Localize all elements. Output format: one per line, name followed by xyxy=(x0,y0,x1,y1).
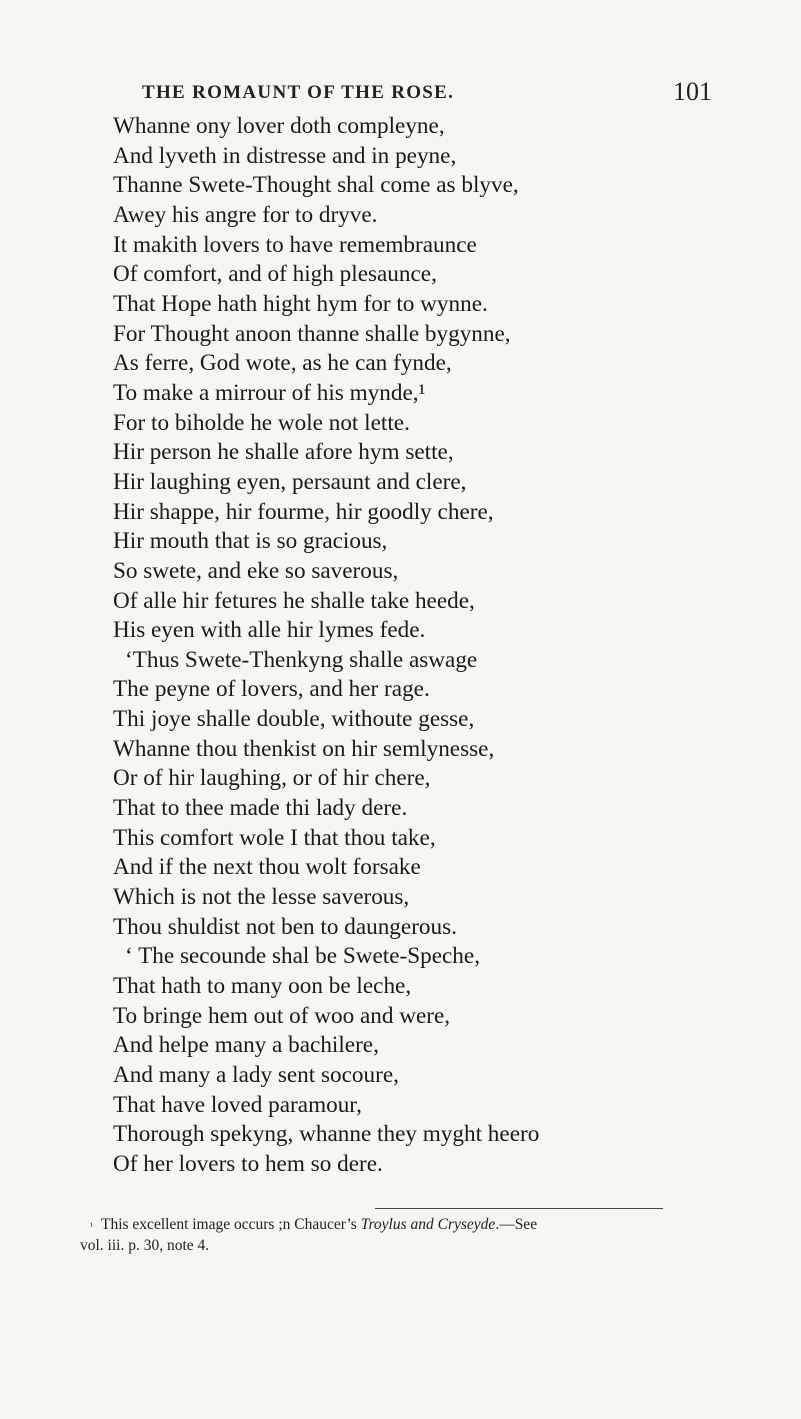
poem-line: Hir person he shalle afore hym sette, xyxy=(113,439,454,466)
poem-line: Thanne Swete-Thought shal come as blyve, xyxy=(113,172,519,199)
poem-line: And if the next thou wolt forsake xyxy=(113,854,421,881)
page-number: 101 xyxy=(673,77,712,106)
poem-line: Hir shappe, hir fourme, hir goodly chere, xyxy=(113,498,494,525)
footnote-see-reference: .—See xyxy=(495,1216,538,1233)
poem-line: This comfort wole I that thou take, xyxy=(113,824,436,851)
footnote-title-cryseyde: Cryseyde xyxy=(437,1216,496,1233)
poem-line: The peyne of lovers, and her rage. xyxy=(113,676,430,703)
poem-line: Whanne thou thenkist on hir semlynesse, xyxy=(113,735,495,762)
poem-line: Hir mouth that is so gracious, xyxy=(113,528,388,555)
poem-line: Whanne ony lover doth compleyne, xyxy=(113,113,445,139)
poem-line: That to thee made thi lady dere. xyxy=(113,795,408,822)
poem-line: Of comfort, and of high plesaunce, xyxy=(113,261,437,288)
poem-line: Thorough spekyng, whanne they myght heero xyxy=(113,1121,540,1148)
poem-line: And helpe many a bachilere, xyxy=(113,1032,379,1059)
poem-line: It makith lovers to have remembraunce xyxy=(113,231,477,258)
footnote xyxy=(80,1214,785,1256)
poem-line: Or of hir laughing, or of hir chere, xyxy=(113,765,431,792)
footnote-divider xyxy=(375,1208,663,1209)
poem-line: As ferre, God wote, as he can fynde, xyxy=(113,350,452,377)
poem-line: That have loved paramour, xyxy=(113,1091,362,1118)
poem-line: That hath to many oon be leche, xyxy=(113,973,412,1000)
footnote-title-troylus: Troylus xyxy=(360,1216,407,1233)
poem-line: ‘ The secounde shal be Swete-Speche, xyxy=(125,943,480,970)
poem-line: ‘Thus Swete-Thenkyng shalle aswage xyxy=(125,646,478,673)
poem-line: Awey his angre for to dryve. xyxy=(113,201,378,228)
poem-line: That Hope hath hight hym for to wynne. xyxy=(113,290,488,317)
poem-line: Thou shuldist not ben to daungerous. xyxy=(113,913,457,940)
footnote-first-line xyxy=(80,1214,785,1235)
poem-line: Thi joye shalle double, withoute gesse, xyxy=(113,706,475,733)
poem-line: For Thought anoon thanne shalle bygynne, xyxy=(113,320,511,347)
footnote-marker: ¹ xyxy=(90,1221,93,1232)
footnote-second-line: vol. iii. p. 30, note 4. xyxy=(80,1237,210,1254)
poem-line: For to biholde he wole not lette. xyxy=(113,409,410,436)
poem-line: And lyveth in distresse and in peyne, xyxy=(113,142,457,169)
poem-line: Of alle hir fetures he shalle take heede, xyxy=(113,587,475,614)
footnote-text: This excellent image occurs ;n Chaucer’s xyxy=(101,1216,361,1233)
poem-line: His eyen with alle hir lymes fede. xyxy=(113,617,426,644)
running-title: THE ROMAUNT OF THE ROSE. xyxy=(142,82,455,103)
poem-line: Of her lovers to hem so dere. xyxy=(113,1150,383,1177)
poem-line: To bringe hem out of woo and were, xyxy=(113,1002,451,1029)
poem-line: And many a lady sent socoure, xyxy=(113,1062,399,1088)
poem-text xyxy=(113,112,783,1180)
poem-line: So swete, and eke so saverous, xyxy=(113,557,399,584)
poem-line: Which is not the lesse saverous, xyxy=(113,884,410,911)
poem-line: Hir laughing eyen, persaunt and clere, xyxy=(113,468,467,495)
poem-line: To make a mirrour of his mynde,¹ xyxy=(113,379,426,406)
footnote-title-connector: and xyxy=(406,1216,438,1233)
